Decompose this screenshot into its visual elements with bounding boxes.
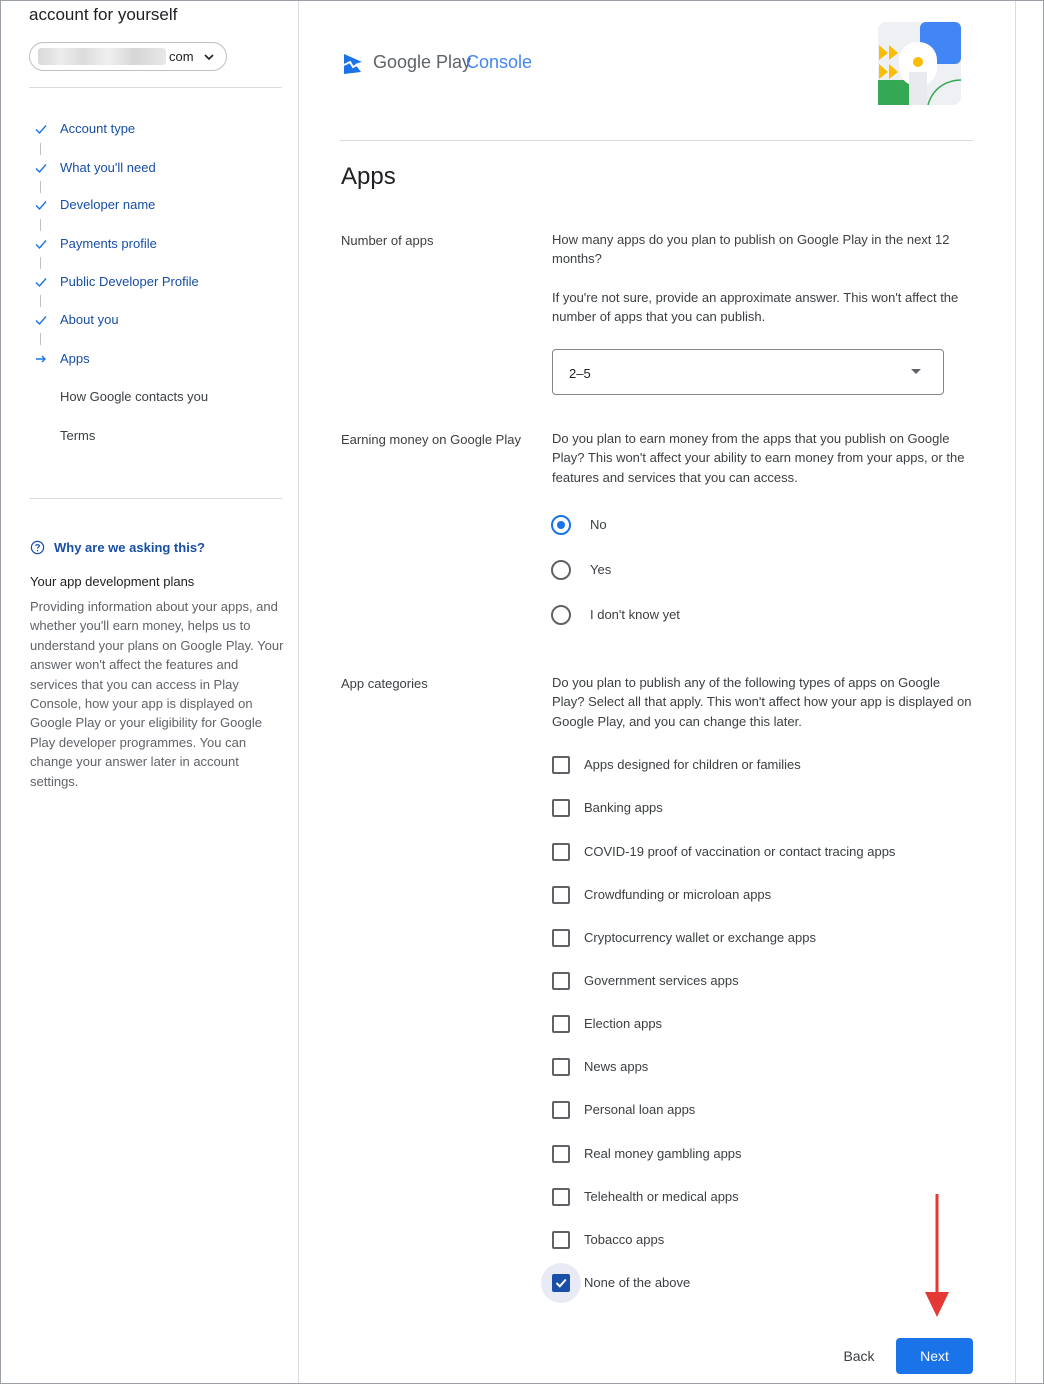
earning-question: Do you plan to earn money from the apps that you publish on Google Play? This won't affect your ability to earn money from your apps, or the features and services that you can access. (552, 431, 965, 485)
help-circle-icon (30, 540, 45, 555)
account-switcher[interactable] (29, 42, 227, 71)
check-icon (34, 161, 48, 175)
checkbox-label: Banking apps (584, 800, 663, 815)
divider (29, 87, 282, 88)
step-label: About you (60, 312, 119, 327)
checkbox-empty-icon (552, 1058, 570, 1076)
logo-console: Console (466, 52, 533, 72)
radio-selected-icon (551, 515, 571, 535)
apps-illustration (878, 22, 961, 105)
checkbox-empty-icon (552, 929, 570, 947)
number-of-apps-hint: If you're not sure, provide an approximate answer. This won't affect the number of apps that you can publish. (552, 290, 959, 325)
step-label: Developer name (60, 197, 156, 212)
number-of-apps-value: 2–5 (569, 366, 591, 381)
back-button[interactable]: Back (843, 1348, 875, 1364)
checkbox-label: Personal loan apps (584, 1102, 696, 1117)
radio-empty-icon (551, 605, 571, 625)
checkbox-empty-icon (552, 756, 570, 774)
checkbox-label: Tobacco apps (584, 1232, 665, 1247)
checkbox-empty-icon (552, 843, 570, 861)
radio-label: No (590, 517, 607, 532)
checkbox-empty-icon (552, 799, 570, 817)
checkbox-label: News apps (584, 1059, 649, 1074)
arrow-right-icon (34, 352, 48, 366)
checkbox-label: Telehealth or medical apps (584, 1189, 739, 1204)
section-label-earning: Earning money on Google Play (341, 432, 521, 447)
radio-label: Yes (590, 562, 612, 577)
red-arrow-annotation-icon (922, 1194, 952, 1318)
help-heading: Your app development plans (30, 574, 195, 589)
help-body: Providing information about your apps, and whether you'll earn money, helps us to understand your plans on Google Play. Your answer won't affect the features and services that you can access in Play Console, how your app is displayed on Google Play or your eligibility for Google Play developer programmes. You can change your answer later in account settings. (30, 599, 284, 789)
dropdown-arrow-icon (911, 369, 921, 374)
step-connector (40, 295, 41, 307)
checkbox-label: Crowdfunding or microloan apps (584, 887, 772, 902)
check-icon (34, 122, 48, 136)
why-link-text: Why are we asking this? (54, 540, 205, 555)
step-connector (40, 181, 41, 193)
checkbox-label: Real money gambling apps (584, 1146, 742, 1161)
step-label: Public Developer Profile (60, 274, 199, 289)
next-button[interactable]: Next (896, 1338, 973, 1374)
step-label: Apps (60, 351, 90, 366)
check-icon (34, 313, 48, 327)
chevron-down-icon (203, 51, 215, 63)
checkbox-empty-icon (552, 1188, 570, 1206)
play-console-icon (341, 52, 365, 76)
checkbox-empty-icon (552, 1231, 570, 1249)
step-connector (40, 143, 41, 155)
checkbox-label: Election apps (584, 1016, 663, 1031)
section-label-number-of-apps: Number of apps (341, 233, 434, 248)
header-divider (340, 140, 973, 141)
left-panel (1, 1, 299, 1383)
check-icon (34, 237, 48, 251)
check-icon (34, 275, 48, 289)
checkbox-empty-icon (552, 1101, 570, 1119)
check-icon (34, 198, 48, 212)
step-label: Account type (60, 121, 136, 136)
checkbox-label: Cryptocurrency wallet or exchange apps (584, 930, 816, 945)
checkbox-label: Government services apps (584, 973, 739, 988)
checkbox-empty-icon (552, 1015, 570, 1033)
checkbox-label: None of the above (584, 1275, 691, 1290)
radio-label: I don't know yet (590, 607, 680, 622)
checkbox-empty-icon (552, 972, 570, 990)
step-connector (40, 257, 41, 269)
page-title: Apps (341, 163, 396, 190)
checkbox-checked-icon (552, 1274, 570, 1292)
checkbox-empty-icon (552, 1145, 570, 1163)
redacted-email (38, 48, 166, 65)
account-heading: account for yourself (29, 5, 178, 24)
number-of-apps-question: How many apps do you plan to publish on Google Play in the next 12 months? (552, 232, 950, 267)
checkbox-label: Apps designed for children or families (584, 757, 801, 772)
number-of-apps-select[interactable] (552, 349, 944, 395)
categories-question: Do you plan to publish any of the following types of apps on Google Play? Select all that apply. This won't affect how your app is displayed on Google Play, and you can change this later. (552, 675, 972, 729)
step-connector (40, 219, 41, 231)
step-label: How Google contacts you (60, 389, 209, 404)
checkbox-label: COVID-19 proof of vaccination or contact tracing apps (584, 844, 896, 859)
right-border (1015, 1, 1016, 1383)
checkbox-empty-icon (552, 886, 570, 904)
step-label: Terms (60, 428, 96, 443)
step-label: What you'll need (60, 160, 156, 175)
divider (29, 498, 282, 499)
step-connector (40, 333, 41, 345)
section-label-app-categories: App categories (341, 676, 428, 691)
radio-empty-icon (551, 560, 571, 580)
account-email-domain: com (169, 49, 194, 64)
step-label: Payments profile (60, 236, 157, 251)
logo-google-play: Google Play (373, 52, 472, 72)
